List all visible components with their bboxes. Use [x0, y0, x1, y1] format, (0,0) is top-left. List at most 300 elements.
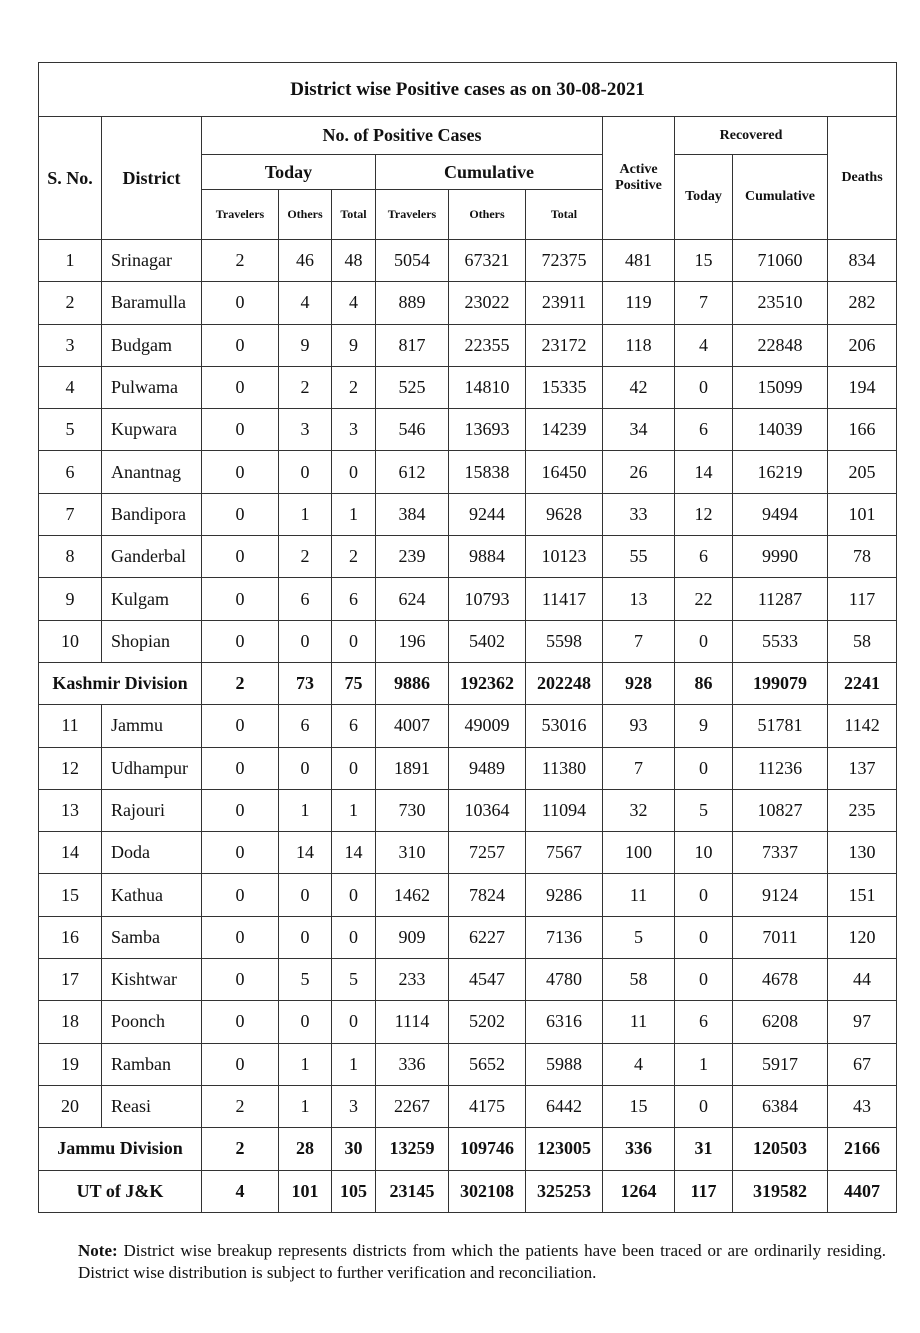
cell-recovered-today: 1 [675, 1043, 733, 1085]
cell-active-positive: 7 [603, 620, 675, 662]
cell-today-total: 0 [332, 620, 376, 662]
cell-recovered-today: 15 [675, 240, 733, 282]
cell-recovered-cumulative: 11236 [733, 747, 828, 789]
covid-district-table [38, 62, 897, 1213]
header-recovered-today: Today [675, 155, 733, 240]
cell-cum-others: 5652 [449, 1043, 526, 1085]
cell-recovered-cumulative: 15099 [733, 366, 828, 408]
cell-recovered-cumulative: 7337 [733, 832, 828, 874]
cell-cum-total: 16450 [526, 451, 603, 493]
cell-sno: 13 [39, 789, 102, 831]
cell-today-others: 6 [279, 705, 332, 747]
cell-recovered-cumulative: 199079 [733, 662, 828, 704]
cell-cum-others: 9244 [449, 493, 526, 535]
cell-today-travelers: 0 [202, 409, 279, 451]
cell-cum-others: 6227 [449, 916, 526, 958]
cell-recovered-today: 0 [675, 1085, 733, 1127]
cell-today-travelers: 0 [202, 493, 279, 535]
cell-recovered-today: 0 [675, 747, 733, 789]
note-label: Note: [78, 1241, 118, 1260]
summary-row [39, 1128, 897, 1170]
cell-deaths: 206 [828, 324, 897, 366]
cell-today-others: 0 [279, 747, 332, 789]
cell-today-travelers: 4 [202, 1170, 279, 1212]
table-row [39, 324, 897, 366]
cell-recovered-today: 9 [675, 705, 733, 747]
cell-today-travelers: 2 [202, 662, 279, 704]
cell-today-total: 48 [332, 240, 376, 282]
table-row [39, 409, 897, 451]
header-recovered: Recovered [675, 117, 828, 155]
cell-recovered-today: 4 [675, 324, 733, 366]
cell-cum-travelers: 525 [376, 366, 449, 408]
cell-cum-travelers: 239 [376, 536, 449, 578]
cell-district: Ganderbal [102, 536, 202, 578]
cell-active-positive: 5 [603, 916, 675, 958]
cell-recovered-today: 10 [675, 832, 733, 874]
cell-active-positive: 13 [603, 578, 675, 620]
cell-active-positive: 55 [603, 536, 675, 578]
cell-recovered-cumulative: 14039 [733, 409, 828, 451]
cell-today-total: 0 [332, 1001, 376, 1043]
cell-today-total: 6 [332, 705, 376, 747]
cell-recovered-cumulative: 319582 [733, 1170, 828, 1212]
cell-today-total: 1 [332, 493, 376, 535]
table-row [39, 536, 897, 578]
cell-active-positive: 119 [603, 282, 675, 324]
cell-active-positive: 1264 [603, 1170, 675, 1212]
cell-today-others: 28 [279, 1128, 332, 1170]
cell-deaths: 137 [828, 747, 897, 789]
cell-today-total: 2 [332, 366, 376, 408]
cell-cum-total: 325253 [526, 1170, 603, 1212]
cell-today-travelers: 0 [202, 874, 279, 916]
cell-cum-others: 5202 [449, 1001, 526, 1043]
table-row [39, 493, 897, 535]
cell-today-travelers: 0 [202, 1001, 279, 1043]
cell-district: Kupwara [102, 409, 202, 451]
cell-today-total: 1 [332, 789, 376, 831]
cell-today-total: 6 [332, 578, 376, 620]
cell-today-travelers: 0 [202, 959, 279, 1001]
header-cumulative-others: Others [449, 190, 526, 240]
cell-cum-travelers: 909 [376, 916, 449, 958]
table-row [39, 874, 897, 916]
cell-cum-travelers: 384 [376, 493, 449, 535]
footnote [78, 1240, 886, 1284]
cell-cum-travelers: 310 [376, 832, 449, 874]
cell-sno: 5 [39, 409, 102, 451]
cell-recovered-today: 117 [675, 1170, 733, 1212]
cell-deaths: 58 [828, 620, 897, 662]
cell-cum-total: 53016 [526, 705, 603, 747]
cell-today-others: 3 [279, 409, 332, 451]
cell-sno: 2 [39, 282, 102, 324]
cell-cum-total: 7136 [526, 916, 603, 958]
cell-district: Poonch [102, 1001, 202, 1043]
cell-today-others: 5 [279, 959, 332, 1001]
cell-deaths: 282 [828, 282, 897, 324]
cell-today-travelers: 2 [202, 1085, 279, 1127]
cell-sno: 16 [39, 916, 102, 958]
cell-deaths: 194 [828, 366, 897, 408]
header-positive-cases: No. of Positive Cases [202, 117, 603, 155]
cell-active-positive: 26 [603, 451, 675, 493]
cell-recovered-today: 86 [675, 662, 733, 704]
cell-today-total: 1 [332, 1043, 376, 1085]
cell-today-total: 14 [332, 832, 376, 874]
header-today: Today [202, 155, 376, 190]
cell-recovered-today: 0 [675, 620, 733, 662]
cell-today-travelers: 0 [202, 747, 279, 789]
cell-today-total: 5 [332, 959, 376, 1001]
cell-today-others: 1 [279, 789, 332, 831]
cell-today-others: 14 [279, 832, 332, 874]
cell-deaths: 44 [828, 959, 897, 1001]
cell-cum-total: 11380 [526, 747, 603, 789]
cell-recovered-cumulative: 51781 [733, 705, 828, 747]
cell-cum-total: 202248 [526, 662, 603, 704]
cell-active-positive: 34 [603, 409, 675, 451]
cell-cum-total: 7567 [526, 832, 603, 874]
cell-today-travelers: 2 [202, 240, 279, 282]
cell-recovered-cumulative: 7011 [733, 916, 828, 958]
cell-sno: 12 [39, 747, 102, 789]
table-row [39, 1001, 897, 1043]
header-today-others: Others [279, 190, 332, 240]
cell-sno: 6 [39, 451, 102, 493]
cell-cum-travelers: 9886 [376, 662, 449, 704]
cell-cum-total: 4780 [526, 959, 603, 1001]
header-today-total: Total [332, 190, 376, 240]
cell-cum-travelers: 1891 [376, 747, 449, 789]
cell-active-positive: 42 [603, 366, 675, 408]
header-active-positive: Active Positive [603, 117, 675, 240]
cell-active-positive: 93 [603, 705, 675, 747]
table-body [39, 240, 897, 1213]
cell-deaths: 2166 [828, 1128, 897, 1170]
cell-district: Shopian [102, 620, 202, 662]
cell-sno: 3 [39, 324, 102, 366]
cell-cum-others: 302108 [449, 1170, 526, 1212]
cell-district: Rajouri [102, 789, 202, 831]
header-deaths: Deaths [828, 117, 897, 240]
cell-recovered-today: 31 [675, 1128, 733, 1170]
cell-today-travelers: 2 [202, 1128, 279, 1170]
cell-today-travelers: 0 [202, 1043, 279, 1085]
cell-cum-travelers: 2267 [376, 1085, 449, 1127]
cell-cum-others: 22355 [449, 324, 526, 366]
cell-district: Samba [102, 916, 202, 958]
cell-today-others: 1 [279, 1043, 332, 1085]
cell-today-others: 0 [279, 451, 332, 493]
cell-active-positive: 4 [603, 1043, 675, 1085]
cell-today-others: 101 [279, 1170, 332, 1212]
cell-deaths: 120 [828, 916, 897, 958]
table-row [39, 451, 897, 493]
cell-today-total: 3 [332, 409, 376, 451]
cell-recovered-cumulative: 22848 [733, 324, 828, 366]
cell-sno: 8 [39, 536, 102, 578]
cell-cum-total: 5598 [526, 620, 603, 662]
cell-district: Kulgam [102, 578, 202, 620]
cell-cum-total: 11094 [526, 789, 603, 831]
cell-cum-total: 23911 [526, 282, 603, 324]
cell-district: Jammu [102, 705, 202, 747]
cell-cum-others: 192362 [449, 662, 526, 704]
cell-today-others: 0 [279, 1001, 332, 1043]
cell-cum-total: 6316 [526, 1001, 603, 1043]
cell-cum-travelers: 5054 [376, 240, 449, 282]
cell-recovered-today: 0 [675, 959, 733, 1001]
cell-today-others: 4 [279, 282, 332, 324]
cell-cum-travelers: 4007 [376, 705, 449, 747]
cell-today-total: 0 [332, 916, 376, 958]
cell-sno: 10 [39, 620, 102, 662]
cell-sno: 17 [39, 959, 102, 1001]
table-title: District wise Positive cases as on 30-08-2021 [39, 63, 897, 117]
cell-recovered-today: 7 [675, 282, 733, 324]
cell-today-travelers: 0 [202, 366, 279, 408]
covid-district-table-container [38, 62, 896, 1213]
cell-recovered-cumulative: 9990 [733, 536, 828, 578]
cell-deaths: 834 [828, 240, 897, 282]
cell-today-others: 6 [279, 578, 332, 620]
cell-recovered-today: 6 [675, 536, 733, 578]
cell-cum-others: 14810 [449, 366, 526, 408]
table-row [39, 1085, 897, 1127]
table-row [39, 620, 897, 662]
cell-today-travelers: 0 [202, 536, 279, 578]
cell-recovered-cumulative: 4678 [733, 959, 828, 1001]
cell-cum-others: 7257 [449, 832, 526, 874]
cell-deaths: 117 [828, 578, 897, 620]
cell-today-total: 30 [332, 1128, 376, 1170]
cell-cum-total: 6442 [526, 1085, 603, 1127]
cell-district: Kishtwar [102, 959, 202, 1001]
cell-active-positive: 481 [603, 240, 675, 282]
cell-active-positive: 100 [603, 832, 675, 874]
summary-row [39, 662, 897, 704]
cell-district: Pulwama [102, 366, 202, 408]
cell-today-travelers: 0 [202, 620, 279, 662]
cell-today-travelers: 0 [202, 282, 279, 324]
cell-cum-total: 14239 [526, 409, 603, 451]
cell-sno: 20 [39, 1085, 102, 1127]
cell-today-travelers: 0 [202, 705, 279, 747]
cell-deaths: 2241 [828, 662, 897, 704]
cell-sno: 7 [39, 493, 102, 535]
cell-today-others: 2 [279, 536, 332, 578]
cell-cum-others: 4547 [449, 959, 526, 1001]
cell-deaths: 1142 [828, 705, 897, 747]
header-cumulative-travelers: Travelers [376, 190, 449, 240]
cell-recovered-cumulative: 120503 [733, 1128, 828, 1170]
cell-cum-total: 10123 [526, 536, 603, 578]
cell-today-travelers: 0 [202, 451, 279, 493]
cell-today-travelers: 0 [202, 578, 279, 620]
cell-today-others: 2 [279, 366, 332, 408]
cell-today-total: 3 [332, 1085, 376, 1127]
cell-district: Anantnag [102, 451, 202, 493]
cell-district: Srinagar [102, 240, 202, 282]
cell-cum-total: 5988 [526, 1043, 603, 1085]
cell-district: Reasi [102, 1085, 202, 1127]
cell-recovered-cumulative: 6208 [733, 1001, 828, 1043]
table-row [39, 282, 897, 324]
summary-label: Jammu Division [39, 1128, 202, 1170]
cell-cum-total: 9286 [526, 874, 603, 916]
cell-recovered-cumulative: 23510 [733, 282, 828, 324]
cell-active-positive: 928 [603, 662, 675, 704]
cell-deaths: 166 [828, 409, 897, 451]
header-today-travelers: Travelers [202, 190, 279, 240]
cell-cum-travelers: 730 [376, 789, 449, 831]
cell-recovered-today: 14 [675, 451, 733, 493]
cell-recovered-cumulative: 71060 [733, 240, 828, 282]
cell-district: Ramban [102, 1043, 202, 1085]
cell-cum-travelers: 546 [376, 409, 449, 451]
cell-sno: 4 [39, 366, 102, 408]
cell-recovered-cumulative: 6384 [733, 1085, 828, 1127]
cell-active-positive: 11 [603, 874, 675, 916]
table-row [39, 959, 897, 1001]
summary-row [39, 1170, 897, 1212]
cell-cum-travelers: 1114 [376, 1001, 449, 1043]
cell-cum-others: 4175 [449, 1085, 526, 1127]
cell-sno: 14 [39, 832, 102, 874]
cell-cum-travelers: 336 [376, 1043, 449, 1085]
cell-recovered-today: 0 [675, 874, 733, 916]
cell-active-positive: 118 [603, 324, 675, 366]
table-row [39, 832, 897, 874]
cell-sno: 19 [39, 1043, 102, 1085]
cell-today-others: 0 [279, 874, 332, 916]
table-row [39, 1043, 897, 1085]
cell-deaths: 43 [828, 1085, 897, 1127]
cell-today-others: 46 [279, 240, 332, 282]
cell-today-total: 0 [332, 747, 376, 789]
cell-recovered-today: 0 [675, 366, 733, 408]
cell-today-total: 105 [332, 1170, 376, 1212]
cell-sno: 11 [39, 705, 102, 747]
cell-cum-others: 67321 [449, 240, 526, 282]
cell-today-total: 0 [332, 874, 376, 916]
cell-recovered-cumulative: 5917 [733, 1043, 828, 1085]
cell-cum-total: 15335 [526, 366, 603, 408]
cell-sno: 15 [39, 874, 102, 916]
cell-recovered-today: 22 [675, 578, 733, 620]
cell-cum-travelers: 817 [376, 324, 449, 366]
cell-cum-total: 72375 [526, 240, 603, 282]
cell-cum-total: 123005 [526, 1128, 603, 1170]
cell-cum-others: 10364 [449, 789, 526, 831]
header-cumulative-total: Total [526, 190, 603, 240]
cell-recovered-today: 6 [675, 1001, 733, 1043]
cell-cum-travelers: 1462 [376, 874, 449, 916]
cell-cum-others: 13693 [449, 409, 526, 451]
cell-active-positive: 11 [603, 1001, 675, 1043]
cell-cum-total: 23172 [526, 324, 603, 366]
cell-district: Udhampur [102, 747, 202, 789]
note-text: District wise breakup represents districts from which the patients have been traced or are ordinarily residing. District wise distribution is subject to further verification and reconciliation. [78, 1241, 887, 1282]
cell-recovered-cumulative: 5533 [733, 620, 828, 662]
cell-recovered-cumulative: 9494 [733, 493, 828, 535]
cell-deaths: 78 [828, 536, 897, 578]
table-row [39, 916, 897, 958]
cell-district: Kathua [102, 874, 202, 916]
cell-deaths: 130 [828, 832, 897, 874]
table-row [39, 240, 897, 282]
cell-sno: 18 [39, 1001, 102, 1043]
cell-recovered-today: 6 [675, 409, 733, 451]
cell-recovered-cumulative: 9124 [733, 874, 828, 916]
cell-active-positive: 15 [603, 1085, 675, 1127]
summary-label: Kashmir Division [39, 662, 202, 704]
cell-deaths: 205 [828, 451, 897, 493]
cell-today-others: 0 [279, 916, 332, 958]
cell-cum-travelers: 624 [376, 578, 449, 620]
cell-cum-travelers: 196 [376, 620, 449, 662]
cell-today-total: 2 [332, 536, 376, 578]
cell-cum-others: 23022 [449, 282, 526, 324]
cell-active-positive: 336 [603, 1128, 675, 1170]
cell-district: Budgam [102, 324, 202, 366]
cell-deaths: 235 [828, 789, 897, 831]
cell-cum-others: 49009 [449, 705, 526, 747]
cell-today-total: 4 [332, 282, 376, 324]
cell-today-others: 9 [279, 324, 332, 366]
cell-recovered-today: 0 [675, 916, 733, 958]
cell-today-travelers: 0 [202, 324, 279, 366]
cell-today-others: 0 [279, 620, 332, 662]
cell-cum-others: 109746 [449, 1128, 526, 1170]
cell-cum-others: 10793 [449, 578, 526, 620]
cell-deaths: 97 [828, 1001, 897, 1043]
cell-today-travelers: 0 [202, 916, 279, 958]
summary-label: UT of J&K [39, 1170, 202, 1212]
header-recovered-cumulative: Cumulative [733, 155, 828, 240]
cell-today-others: 1 [279, 493, 332, 535]
table-row [39, 578, 897, 620]
header-cumulative: Cumulative [376, 155, 603, 190]
cell-today-total: 0 [332, 451, 376, 493]
cell-cum-total: 11417 [526, 578, 603, 620]
cell-today-others: 73 [279, 662, 332, 704]
cell-district: Baramulla [102, 282, 202, 324]
cell-recovered-cumulative: 16219 [733, 451, 828, 493]
cell-cum-others: 9489 [449, 747, 526, 789]
cell-cum-travelers: 612 [376, 451, 449, 493]
cell-today-others: 1 [279, 1085, 332, 1127]
cell-deaths: 67 [828, 1043, 897, 1085]
cell-cum-others: 9884 [449, 536, 526, 578]
cell-sno: 1 [39, 240, 102, 282]
cell-cum-others: 15838 [449, 451, 526, 493]
cell-active-positive: 58 [603, 959, 675, 1001]
table-row [39, 366, 897, 408]
table-row [39, 705, 897, 747]
cell-deaths: 151 [828, 874, 897, 916]
header-sno: S. No. [39, 117, 102, 240]
cell-today-travelers: 0 [202, 832, 279, 874]
cell-active-positive: 33 [603, 493, 675, 535]
cell-district: Bandipora [102, 493, 202, 535]
cell-cum-total: 9628 [526, 493, 603, 535]
cell-recovered-today: 12 [675, 493, 733, 535]
cell-cum-travelers: 23145 [376, 1170, 449, 1212]
header-district: District [102, 117, 202, 240]
